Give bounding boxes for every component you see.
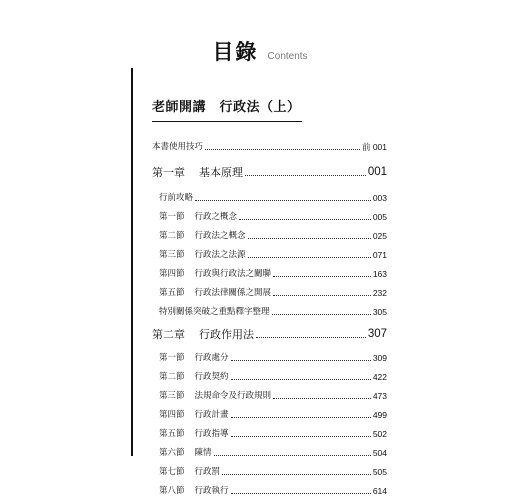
toc-number: 第三節 [159, 391, 185, 401]
toc-row[interactable] [152, 231, 387, 241]
toc-title: 陳情 [194, 448, 212, 458]
toc-row[interactable] [152, 212, 387, 222]
toc-page-number: 前 001 [361, 142, 387, 152]
toc-page-number: 003 [372, 193, 387, 203]
toc-number: 第一節 [159, 353, 185, 363]
toc-page-number: 232 [372, 288, 387, 298]
toc-chapter-row[interactable] [152, 166, 387, 179]
toc-leader-dots [256, 337, 366, 338]
toc-leader-dots [231, 417, 371, 418]
toc-row[interactable] [152, 250, 387, 260]
toc-title: 行前攻略 [159, 193, 194, 203]
toc-number: 第二節 [159, 372, 185, 382]
toc-page-number: 001 [367, 166, 387, 178]
toc-leader-dots [231, 436, 371, 437]
section-heading [152, 96, 302, 122]
toc-title: 行政法之法源 [194, 250, 246, 260]
title-main: 目錄 [212, 40, 259, 64]
toc-title: 行政作用法 [199, 328, 254, 341]
toc-number: 第三節 [159, 250, 185, 260]
toc-row[interactable] [152, 307, 387, 317]
toc-title: 行政之概念 [194, 212, 238, 222]
toc-number: 第一節 [159, 212, 185, 222]
toc-title: 行政法律關係之開展 [194, 288, 272, 298]
toc-number: 第五節 [159, 288, 185, 298]
toc-row[interactable] [152, 467, 387, 477]
toc-leader-dots [205, 149, 360, 150]
toc-title: 行政法之概念 [194, 231, 246, 241]
toc-row[interactable] [152, 410, 387, 420]
toc-leader-dots [273, 276, 371, 277]
toc-number: 第二節 [159, 231, 185, 241]
toc-page-number: 502 [372, 429, 387, 439]
toc-page-number: 307 [367, 328, 387, 340]
toc-row[interactable] [152, 142, 387, 152]
toc-row[interactable] [152, 391, 387, 401]
toc-leader-dots [248, 238, 371, 239]
toc-leader-dots [195, 200, 371, 201]
toc-title: 行政與行政法之關聯 [194, 269, 272, 279]
toc-page-number: 309 [372, 353, 387, 363]
toc-row[interactable] [152, 429, 387, 439]
toc-row[interactable] [152, 372, 387, 382]
toc-title: 行政執行 [194, 486, 229, 496]
toc-title: 行政契約 [194, 372, 229, 382]
toc-number: 第六節 [159, 448, 185, 458]
toc-title: 特別關係突破之重點釋字整理 [159, 307, 270, 317]
toc-leader-dots [272, 314, 371, 315]
toc-leader-dots [222, 474, 371, 475]
toc-page-number: 422 [372, 372, 387, 382]
section-heading-label: 老師開講 行政法（上） [152, 100, 301, 115]
toc-number: 第七節 [159, 467, 185, 477]
toc-number: 第四節 [159, 410, 185, 420]
toc-leader-dots [248, 257, 371, 258]
toc-leader-dots [231, 493, 371, 494]
toc-page-number: 499 [372, 410, 387, 420]
toc-page-number: 505 [372, 467, 387, 477]
toc-leader-dots [239, 219, 371, 220]
toc-number: 第八節 [159, 486, 185, 496]
toc-chapter-row[interactable] [152, 328, 387, 341]
toc-number: 第一章 [152, 166, 185, 179]
toc-page-number: 614 [372, 486, 387, 496]
toc-number: 第五節 [159, 429, 185, 439]
toc-leader-dots [273, 398, 371, 399]
toc-page-number: 025 [372, 231, 387, 241]
toc-page-number: 473 [372, 391, 387, 401]
toc-title: 行政罰 [194, 467, 221, 477]
toc-number: 第四節 [159, 269, 185, 279]
toc-title: 本書使用技巧 [152, 142, 204, 152]
toc-leader-dots [231, 379, 371, 380]
toc-title: 行政計畫 [194, 410, 229, 420]
toc-row[interactable] [152, 269, 387, 279]
toc-title: 基本原理 [199, 166, 243, 179]
toc-page-number: 504 [372, 448, 387, 458]
toc-title: 法規命令及行政規則 [194, 391, 272, 401]
margin-rule [131, 68, 133, 456]
section-underline [152, 121, 302, 122]
toc-row[interactable] [152, 353, 387, 363]
toc-title: 行政指導 [194, 429, 229, 439]
toc-page-number: 305 [372, 307, 387, 317]
toc-row[interactable] [152, 486, 387, 496]
toc-leader-dots [214, 455, 371, 456]
toc-title: 行政處分 [194, 353, 229, 363]
toc-row[interactable] [152, 193, 387, 203]
toc-leader-dots [231, 360, 371, 361]
title-sub: Contents [267, 51, 308, 62]
table-of-contents [152, 142, 387, 496]
toc-leader-dots [273, 295, 371, 296]
page-title [0, 36, 520, 66]
toc-page-number: 005 [372, 212, 387, 222]
toc-page-number: 071 [372, 250, 387, 260]
toc-row[interactable] [152, 288, 387, 298]
toc-page-number: 163 [372, 269, 387, 279]
toc-leader-dots [245, 175, 366, 176]
toc-row[interactable] [152, 448, 387, 458]
toc-number: 第二章 [152, 328, 185, 341]
